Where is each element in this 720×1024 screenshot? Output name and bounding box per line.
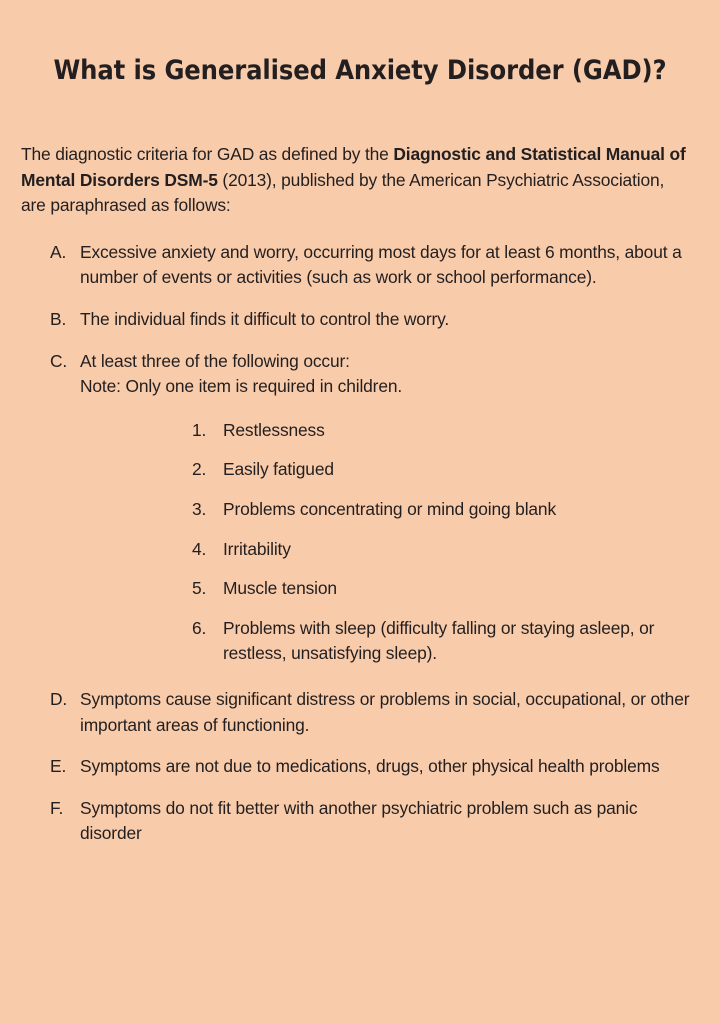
symptom-marker-1: 1. xyxy=(192,419,207,440)
symptom-item-5 xyxy=(80,576,672,602)
page-title: What is Generalised Anxiety Disorder (GAD)? xyxy=(53,55,667,87)
symptom-marker-6: 6. xyxy=(192,617,207,638)
symptom-item-1 xyxy=(80,418,672,444)
symptom-text-3: Problems concentrating or mind going blank xyxy=(223,498,557,519)
symptom-text-5: Muscle tension xyxy=(223,578,337,599)
criteria-marker-c: C. xyxy=(50,350,68,371)
criteria-item-d xyxy=(0,687,720,738)
criteria-item-e xyxy=(0,754,720,780)
symptom-item-3 xyxy=(80,497,672,523)
criteria-item-b xyxy=(0,307,720,333)
criteria-text-a: Excessive anxiety and worry, occurring most days for at least 6 months, about a number of events or activities (such as work or school performance). xyxy=(80,241,682,288)
criteria-text-b: The individual finds it difficult to control the worry. xyxy=(80,308,450,329)
criteria-marker-b: B. xyxy=(50,308,67,329)
symptom-text-6: Problems with sleep (difficulty falling or staying asleep, or restless, unsatisfying sleep). xyxy=(223,617,655,664)
intro-text-part-1: The diagnostic criteria for GAD as defined by the xyxy=(21,144,394,164)
symptom-item-6 xyxy=(80,616,672,667)
criteria-marker-d: D. xyxy=(50,688,68,709)
symptom-marker-4: 4. xyxy=(192,538,207,559)
criteria-item-a xyxy=(0,240,720,291)
symptom-item-2 xyxy=(80,457,672,483)
criteria-text-c: At least three of the following occur: xyxy=(80,350,350,371)
criteria-marker-a: A. xyxy=(50,241,67,262)
symptom-text-4: Irritability xyxy=(223,538,291,559)
symptom-marker-5: 5. xyxy=(192,578,207,599)
symptom-marker-2: 2. xyxy=(192,459,207,480)
criteria-note-c: Note: Only one item is required in children. xyxy=(80,376,403,397)
intro-text-part-2: (2013), published by the American Psychiatric Association, are paraphrased as follows: xyxy=(21,169,665,216)
symptom-list xyxy=(80,418,696,667)
symptom-item-4 xyxy=(80,537,672,563)
criteria-item-f xyxy=(0,796,720,847)
criteria-marker-f: F. xyxy=(50,797,64,818)
criteria-text-d: Symptoms cause significant distress or problems in social, occupational, or other important areas of functioning. xyxy=(80,688,690,735)
criteria-item-c xyxy=(0,349,720,667)
intro-paragraph xyxy=(21,142,692,219)
criteria-marker-e: E. xyxy=(50,756,67,777)
criteria-text-e: Symptoms are not due to medications, drugs, other physical health problems xyxy=(80,756,660,777)
symptom-marker-3: 3. xyxy=(192,498,207,519)
symptom-text-1: Restlessness xyxy=(223,419,325,440)
criteria-text-f: Symptoms do not fit better with another psychiatric problem such as panic disorder xyxy=(80,797,638,844)
intro-bold-manual-title: Diagnostic and Statistical Manual of Mental Disorders DSM-5 xyxy=(21,144,686,190)
symptom-text-2: Easily fatigued xyxy=(223,459,334,480)
criteria-list xyxy=(0,240,720,847)
document-body xyxy=(0,142,720,847)
